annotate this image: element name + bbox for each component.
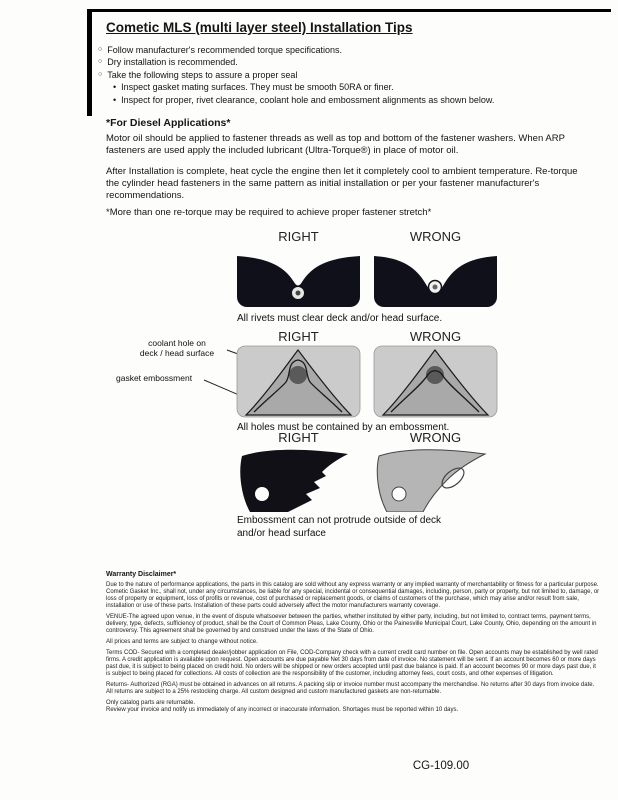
rivet-clearance-wrong-diagram	[373, 246, 498, 308]
warranty-disclaimer-heading: Warranty Disclaimer*	[106, 571, 177, 578]
page-title: Cometic MLS (multi layer steel) Installation Tips	[106, 20, 413, 35]
tip-text: Inspect gasket mating surfaces. They must be smooth 50RA or finer.	[121, 82, 394, 93]
embossment-wrong-image	[373, 345, 498, 418]
embossment-right-image	[236, 345, 361, 418]
warranty-paragraph: Due to the nature of performance applications, the parts in this catalog are sold without any express warranty or any implied warranty of merchantability or fitness for a particular purpose. Cometic Gasket Inc., shall not, under any circumstances, be liable for any special, incidental or consequential damages, including, person, party or property, but not limited to, damage, or loss of property or equipment, loss of profits or revenue, cost of purchased or replacement goods, or claims of customers of the purchase, which may arise and/or result from sale, installation or use of these parts. Installation of these parts could adversely affect the motor manufacturers warranty coverage.	[106, 582, 600, 609]
wrong-label-row3: WRONG	[409, 430, 462, 445]
embossment-containment-right-diagram	[236, 345, 361, 418]
row2-caption: All holes must be contained by an embossment.	[237, 422, 450, 433]
retorque-note: *More than one re-torque may be required to achieve proper fastener stretch*	[106, 207, 432, 218]
filled-bullet-icon: •	[113, 82, 117, 93]
open-bullet-icon: ○	[98, 58, 103, 66]
tip-sub-item	[113, 81, 603, 93]
row3-caption: Embossment can not protrude outside of deck and/or head surface	[237, 515, 442, 539]
wrong-label-row2: WRONG	[409, 329, 462, 344]
warranty-paragraph: All prices and terms are subject to change without notice.	[106, 639, 258, 645]
right-label-row1: RIGHT	[278, 229, 319, 244]
embossment-protrusion-right-diagram	[236, 446, 361, 512]
row1-caption: All rivets must clear deck and/or head surface.	[237, 313, 443, 324]
diesel-paragraph-2: After Installation is complete, heat cycle the engine then let it completely cool to ambient temperature. Re-torque the cylinder head fasteners in the same pattern as initial installation or per your fastener manufacturer's recommendations.	[106, 166, 578, 201]
warranty-paragraph: Returns- Authorized (RGA) must be obtained in advances on all returns. A packing slip or invoice number must accompany the merchandise. No returns after 30 days from invoice date. All returns are subject to a 25% restocking charge. All custom designed and custom manufactured gaskets are non-returnable.	[106, 682, 595, 695]
protrusion-right-image	[236, 446, 361, 512]
filled-bullet-icon: •	[113, 94, 117, 105]
protrusion-wrong-image	[373, 446, 498, 512]
tip-sub-item	[113, 94, 603, 106]
warranty-paragraph: Review your invoice and notify us immediately of any incorrect or inaccurate information. Shortages must be reported within 10 days.	[106, 707, 459, 713]
left-border-rule	[87, 9, 92, 116]
installation-tips-list	[98, 44, 603, 106]
open-bullet-icon: ○	[98, 70, 103, 78]
open-bullet-icon: ○	[98, 46, 103, 53]
tip-item	[98, 56, 603, 68]
page-code: CG-109.00	[412, 760, 470, 772]
tip-text: Follow manufacturer's recommended torque specifications.	[107, 45, 343, 55]
tip-text: Inspect for proper, rivet clearance, coolant hole and embossment alignments as shown below.	[121, 94, 495, 105]
wrong-label-row1: WRONG	[409, 229, 462, 244]
tip-item	[98, 69, 603, 81]
gasket-embossment-label: gasket embossment	[116, 373, 193, 383]
right-label-row3: RIGHT	[278, 430, 319, 445]
warranty-paragraph: Only catalog parts are returnable.	[106, 700, 196, 706]
diesel-paragraph-1: Motor oil should be applied to fastener threads as well as top and bottom of the fastener washers. When ARP fasteners are used apply the included lubricant (Ultra-Torque®) in place of motor oil.	[106, 133, 565, 156]
warranty-paragraph: Terms COD- Secured with a completed dealer/jobber application on File, COD-Company check with a current credit card number on file. Open accounts may be established by well rated firms. A credit application is available upon request. Open accounts are due payable Net 30 days from date of invoice. No statement will be sent. If an account becomes 60 or more days past due, it is subject to being placed on credit hold. No orders will be shipped or new orders accepted until past due balance is paid. If an account becomes 90 or more days past due, it is subject to being placed for collections. All costs of collection are the responsibility of the customer, including attorney fees, court costs, and other expenses of litigation.	[106, 650, 598, 677]
right-label-row2: RIGHT	[278, 329, 319, 344]
tip-item	[98, 44, 603, 56]
top-border-rule	[87, 9, 611, 12]
rivet-clearance-right-diagram	[236, 246, 361, 308]
tip-text: Take the following steps to assure a proper seal	[107, 69, 298, 80]
diesel-applications-heading: *For Diesel Applications*	[106, 117, 231, 129]
embossment-protrusion-wrong-diagram	[373, 446, 498, 512]
coolant-hole-label: coolant hole on deck / head surface	[139, 338, 215, 358]
rivet-right-image	[236, 246, 361, 308]
rivet-wrong-image	[373, 246, 498, 308]
warranty-disclaimer-body	[106, 582, 600, 718]
tip-text: Dry installation is recommended.	[107, 57, 238, 68]
warranty-paragraph: VENUE-The agreed upon venue, in the event of dispute whatsoever between the parties, whether instituted by either party, including, but not limited to, contract terms, payment terms, delivery, type, defects, sufficiency of product, shall be the Court of Common Pleas, Lake County, Ohio or the Painesville Municipal Court, Lake County, Ohio, depending on the amount in controversy. This agreement shall be governed by and construed under the laws of the State of Ohio.	[106, 614, 597, 634]
embossment-containment-wrong-diagram	[373, 345, 498, 418]
